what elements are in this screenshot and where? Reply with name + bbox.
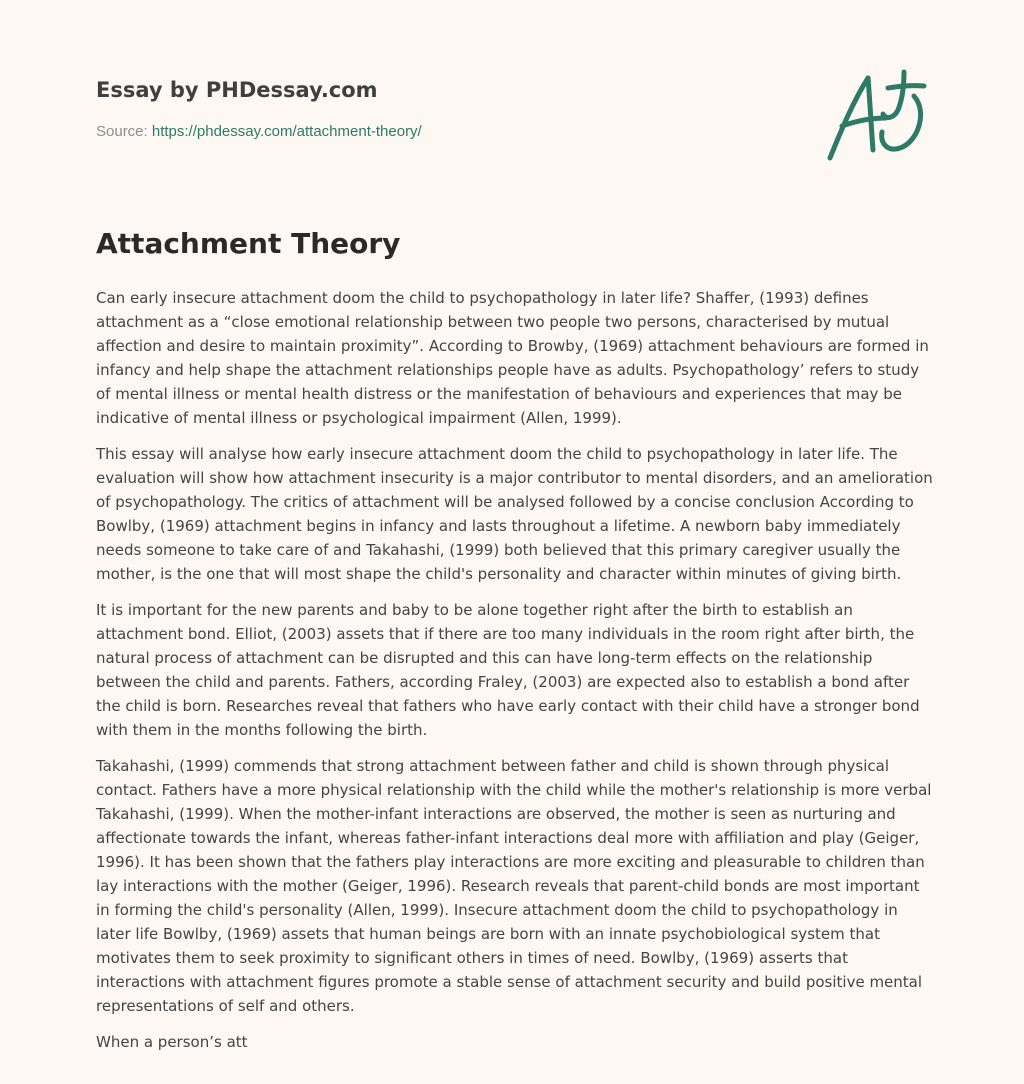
- site-title: Essay by PHDessay.com: [96, 78, 378, 102]
- page-header: [96, 76, 736, 142]
- essay-paragraph: Can early insecure attachment doom the child to psychopathology in later life? Shaffer, (1993) defines attachment as a “close emotional relationship between two people two persons, characterised by mutual affection and desire to maintain proximity”. According to Browby, (1969) attachment behaviours are formed in infancy and help shape the attachment relationships people have as adults. Psychopathology’ refers to study of mental illness or mental health distress or the manifestation of behaviours and experiences that may be indicative of mental illness or psychological impairment (Allen, 1999).: [96, 289, 929, 427]
- source-label: Source:: [96, 123, 152, 140]
- a-plus-logo-icon: [820, 66, 930, 166]
- source-link[interactable]: https://phdessay.com/attachment-theory/: [151, 123, 422, 140]
- essay-paragraph: It is important for the new parents and baby to be alone together right after the birth to establish an attachment bond. Elliot, (2003) assets that if there are too many individuals in the room right after birth, the natural process of attachment can be disrupted and this can have long-term effects on the relationship between the child and parents. Fathers, according Fraley, (2003) are expected also to establish a bond after the child is born. Researches reveal that fathers who have early contact with their child have a stronger bond with them in the months following the birth.: [96, 601, 920, 739]
- source-line: [96, 122, 736, 142]
- a-plus-logo-graphic: [820, 66, 930, 166]
- essay-paragraph: This essay will analyse how early insecure attachment doom the child to psychopathology in later life. The evaluation will show how attachment insecurity is a major contributor to mental disorders, and an amelioration of psychopathology. The critics of attachment will be analysed followed by a concise conclusion According to Bowlby, (1969) attachment begins in infancy and lasts throughout a lifetime. A newborn baby immediately needs someone to take care of and Takahashi, (1999) both believed that this primary caregiver usually the mother, is the one that will most shape the child's personality and character within minutes of giving birth.: [96, 445, 933, 583]
- essay-body: [96, 286, 936, 1066]
- essay-title: Attachment Theory: [96, 227, 401, 260]
- essay-paragraph-truncated: When a person’s att: [96, 1033, 248, 1051]
- essay-paragraph: Takahashi, (1999) commends that strong attachment between father and child is shown through physical contact. Fathers have a more physical relationship with the child while the mother's relationship is more verbal Takahashi, (1999). When the mother-infant interactions are observed, the mother is seen as nurturing and affectionate towards the infant, whereas father-infant interactions deal more with affiliation and play (Geiger, 1996). It has been shown that the fathers play interactions are more exciting and pleasurable to children than lay interactions with the mother (Geiger, 1996). Research reveals that parent-child bonds are most important in forming the child's personality (Allen, 1999). Insecure attachment doom the child to psychopathology in later life Bowlby, (1969) assets that human beings are born with an innate psychobiological system that motivates them to seek proximity to significant others in times of need. Bowlby, (1969) asserts that interactions with attachment figures promote a stable sense of attachment security and build positive mental representations of self and others.: [96, 757, 932, 1015]
